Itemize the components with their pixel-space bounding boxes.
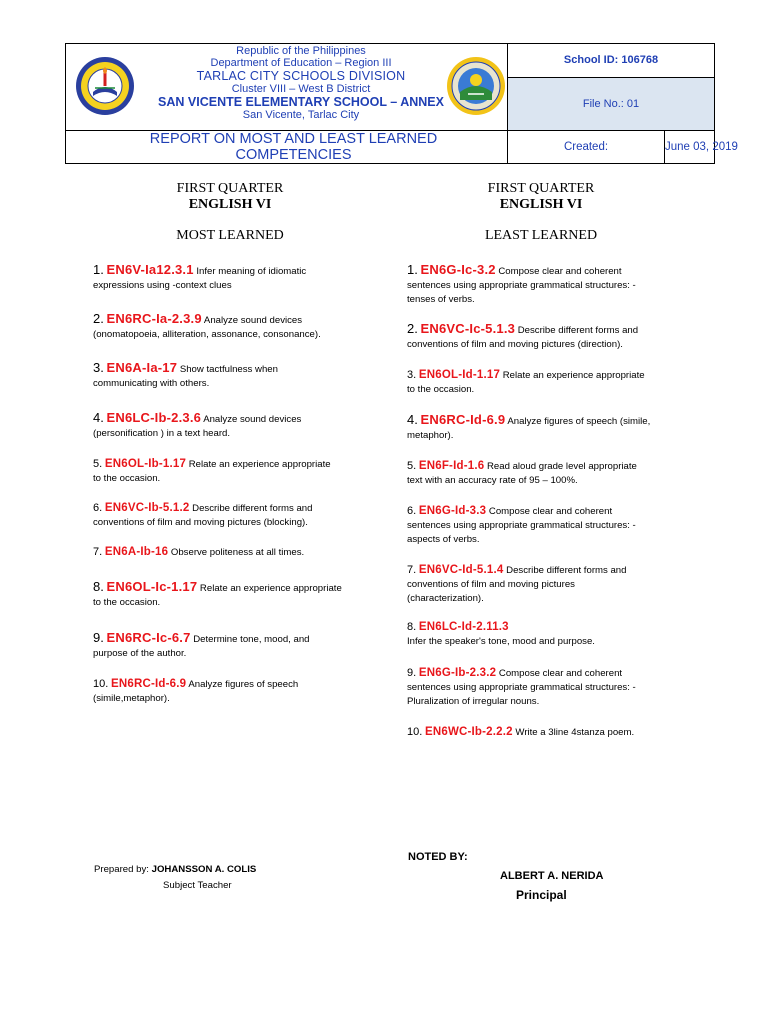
competency-text: sentences using appropriate grammatical structures: - [407, 280, 636, 291]
competency-item [93, 501, 393, 530]
competency-code: EN6WC-Ib-2.2.2 [424, 726, 513, 738]
competency-code: EN6LC-Ib-2.3.6 [106, 410, 202, 425]
school-name: SAN VICENTE ELEMENTARY SCHOOL – ANNEX [158, 95, 444, 109]
competency-item [407, 666, 707, 709]
noted-label: NOTED BY: [408, 851, 468, 863]
item-number: 6. [407, 505, 417, 517]
most-learned-title: MOST LEARNED [176, 228, 284, 243]
competency-item [93, 677, 393, 706]
competency-text: sentences using appropriate grammatical structures: - [407, 520, 636, 531]
most-learned-heading-block [150, 181, 310, 244]
competency-item [93, 263, 393, 293]
competency-item [407, 725, 707, 740]
competency-text: Describe different forms and [503, 565, 627, 576]
competency-code: EN6VC-Id-5.1.4 [418, 564, 504, 576]
competency-code: EN6LC-Id-2.11.3 [418, 621, 509, 633]
subject-label: ENGLISH VI [499, 197, 583, 212]
division-line: TARLAC CITY SCHOOLS DIVISION [196, 69, 406, 83]
competency-code: EN6VC-Ib-5.1.2 [104, 502, 190, 514]
competency-text: metaphor). [407, 430, 454, 441]
item-number: 2. [407, 321, 418, 336]
republic-line: Republic of the Philippines [236, 45, 366, 57]
item-number: 4. [93, 410, 104, 425]
school-info [141, 44, 461, 121]
competency-text: Analyze sound devices [201, 315, 303, 326]
competency-text: Analyze figures of speech (simile, [505, 416, 651, 427]
school-id: School ID: 106768 [563, 54, 659, 66]
competency-code: EN6F-Id-1.6 [418, 460, 485, 472]
item-number: 2. [93, 311, 104, 326]
competency-item [407, 413, 707, 443]
competency-code: EN6VC-Ic-5.1.3 [420, 321, 516, 336]
quarter-label: FIRST QUARTER [176, 181, 284, 196]
competency-text: Compose clear and coherent [495, 266, 622, 277]
competency-item [407, 368, 707, 397]
competency-code: EN6RC-Ia-2.3.9 [106, 311, 202, 326]
item-number: 9. [93, 630, 104, 645]
competency-item [93, 361, 393, 391]
competency-text: Relate an experience appropriate [186, 459, 331, 470]
competency-text: text with an accuracy rate of 95 – 100%. [407, 475, 578, 486]
quarter-label: FIRST QUARTER [487, 181, 595, 196]
competency-text: (personification ) in a text heard. [93, 428, 231, 439]
item-number: 4. [407, 412, 418, 427]
competency-code: EN6A-Ib-16 [104, 546, 169, 558]
competency-code: EN6V-Ia12.3.1 [106, 262, 194, 277]
competency-code: EN6G-Ib-2.3.2 [418, 667, 497, 679]
prepared-title: Subject Teacher [163, 880, 232, 891]
competency-text: expressions using -context clues [93, 280, 232, 291]
report-title: REPORT ON MOST AND LEAST LEARNED COMPETENCIES [149, 131, 438, 163]
competency-text: Relate an experience appropriate [500, 370, 645, 381]
item-number: 1. [93, 262, 104, 277]
item-number: 8. [93, 579, 104, 594]
competency-text: purpose of the author. [93, 648, 187, 659]
competency-text: Observe politeness at all times. [168, 547, 305, 558]
created-label: Created: [563, 141, 609, 153]
item-number: 3. [93, 360, 104, 375]
competency-code: EN6G-Id-3.3 [418, 505, 487, 517]
competency-text: Pluralization of irregular nouns. [407, 696, 540, 707]
noted-title: Principal [516, 888, 567, 902]
competency-text: Describe different forms and [515, 325, 639, 336]
competency-item [407, 263, 707, 307]
header-table [65, 43, 738, 164]
competency-text: Compose clear and coherent [496, 668, 623, 679]
deped-line: Department of Education – Region III [210, 57, 392, 69]
competency-item [93, 411, 393, 441]
item-number: 5. [93, 458, 103, 470]
subject-label: ENGLISH VI [188, 197, 272, 212]
competency-text: communicating with others. [93, 378, 210, 389]
item-number: 6. [93, 502, 103, 514]
least-learned-title: LEAST LEARNED [484, 228, 598, 243]
item-number: 3. [407, 369, 417, 381]
item-number: 7. [93, 546, 103, 558]
competency-text: Write a 3line 4stanza poem. [512, 727, 635, 738]
item-number: 10. [407, 726, 423, 738]
competency-text: Relate an experience appropriate [197, 583, 342, 594]
competency-code: EN6A-Ia-17 [106, 360, 178, 375]
least-learned-heading-block [461, 181, 621, 244]
noted-name: ALBERT A. NERIDA [500, 870, 604, 882]
item-number: 5. [407, 460, 417, 472]
prepared-name: JOHANSSON A. COLIS [151, 864, 257, 875]
competency-text: Analyze figures of speech [186, 679, 299, 690]
competency-text: Infer meaning of idiomatic [193, 266, 307, 277]
item-number: 10. [93, 678, 109, 690]
competency-item [407, 322, 707, 352]
competency-item [407, 620, 707, 649]
competency-text: aspects of verbs. [407, 534, 480, 545]
competency-text: tenses of verbs. [407, 294, 475, 305]
competency-item [93, 580, 393, 610]
divider [507, 77, 714, 78]
file-no: File No.: 01 [582, 98, 640, 110]
competency-text: to the occasion. [407, 384, 475, 395]
competency-text: Show tactfulness when [177, 364, 278, 375]
competency-text: conventions of film and moving pictures (blocking). [93, 517, 308, 528]
competency-code: EN6OL-Id-1.17 [418, 369, 501, 381]
competency-text: (onomatopoeia, alliteration, assonance, consonance). [93, 329, 321, 340]
competency-text: sentences using appropriate grammatical structures: - [407, 682, 636, 693]
competency-text: Infer the speaker's tone, mood and purpose. [407, 636, 595, 647]
competency-item [93, 312, 393, 342]
prepared-by [94, 864, 256, 875]
competency-code: EN6OL-Ib-1.17 [104, 458, 187, 470]
school-seal-icon [75, 56, 135, 116]
competency-text: conventions of film and moving pictures [407, 579, 575, 590]
item-number: 9. [407, 667, 417, 679]
competency-code: EN6G-Ic-3.2 [420, 262, 496, 277]
competency-text: to the occasion. [93, 473, 161, 484]
competency-text: to the occasion. [93, 597, 161, 608]
item-number: 8. [407, 621, 417, 633]
competency-text: (simile,metaphor). [93, 693, 170, 704]
competency-item [93, 631, 393, 661]
competency-item [93, 545, 393, 560]
prepared-label: Prepared by: [94, 864, 152, 875]
competency-code: EN6OL-Ic-1.17 [106, 579, 198, 594]
competency-text: Compose clear and coherent [486, 506, 613, 517]
competency-text: Read aloud grade level appropriate [484, 461, 637, 472]
created-date: June 03, 2019 [665, 141, 738, 153]
competency-item [407, 563, 707, 606]
item-number: 1. [407, 262, 418, 277]
district-line: Cluster VIII – West B District [231, 83, 371, 95]
competency-item [93, 457, 393, 486]
competency-text: Determine tone, mood, and [190, 634, 310, 645]
item-number: 7. [407, 564, 417, 576]
school-address: San Vicente, Tarlac City [242, 109, 360, 121]
competency-code: EN6RC-Id-6.9 [420, 412, 506, 427]
competency-text: (characterization). [407, 593, 484, 604]
competency-text: conventions of film and moving pictures (direction). [407, 339, 623, 350]
competency-text: Analyze sound devices [201, 414, 302, 425]
competency-item [407, 459, 707, 488]
competency-item [407, 504, 707, 547]
competency-code: EN6RC-Ic-6.7 [106, 630, 191, 645]
competency-text: Describe different forms and [189, 503, 313, 514]
competency-code: EN6RC-Id-6.9 [110, 678, 187, 690]
